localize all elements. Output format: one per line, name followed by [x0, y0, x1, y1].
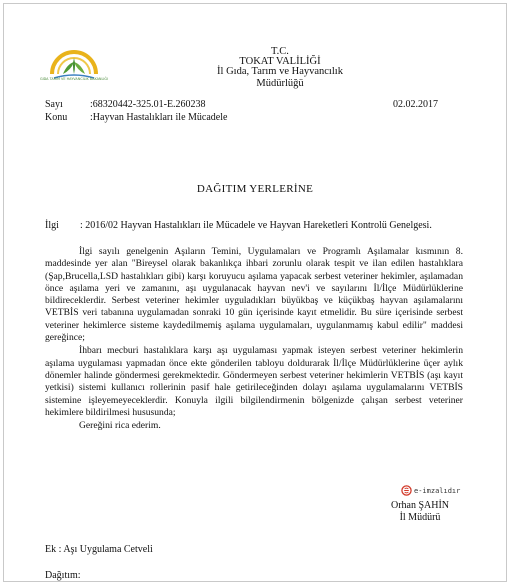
header-governorship: TOKAT VALİLİĞİ	[239, 56, 321, 67]
konu-value: :Hayvan Hastalıkları ile Mücadele	[90, 112, 228, 123]
letter-body	[45, 246, 463, 432]
sayi-value: :68320442-325.01-E.260238	[90, 99, 206, 110]
sayi-label: Sayı	[45, 99, 63, 110]
header-directorate: İl Gıda, Tarım ve Hayvancılık Müdürlüğü	[217, 66, 343, 89]
header-tc: T.C.	[271, 46, 289, 57]
distribution-label: Dağıtım:	[45, 570, 81, 581]
closing-line: Gereğini rica ederim.	[79, 420, 161, 432]
konu-label: Konu	[45, 112, 68, 123]
attachment-line: Ek : Aşı Uygulama Cetveli	[45, 544, 153, 555]
logo-caption: GIDA TARIM VE HAYVANCILIK BAKANLIĞI	[40, 77, 108, 81]
ilgi-value: : 2016/02 Hayvan Hastalıkları ile Mücadele ve Hayvan Hareketleri Kontrolü Genelgesi.	[80, 220, 432, 231]
ministry-logo-icon	[44, 40, 104, 94]
ilgi-label: İlgi	[45, 220, 59, 231]
e-signature-label: e-imzalıdır	[414, 486, 461, 495]
signatory-title: İl Müdürü	[399, 512, 441, 523]
body-paragraph-2: İhbarı mecburi hastalıklara karşı aşı uygulaması yapmak isteyen serbest veteriner hekimlerin aşılama uygulaması yapmadan önce ekte gönderilen tabloyu doldurarak İl/İlçe Müdürlüklerine üçer aylık dönemler halinde göndermesi gerekmektedir. Göndermeyen serbest veteriner hekimlerin VETBİS (aşı kayıt yetkisi) sistemi kullanıcı rollerinin pasif hale getirileceğinden dolayı aşılama uygulamalarını VETBİS sistemine işleyemeyeceklerdir. Konuyla ilgili bilgilendirmenin bölgenizde çalışan serbest veteriner hekimlere bildirilmesi hususunda;	[45, 345, 463, 418]
signatory-name: Orhan ŞAHİN	[390, 500, 450, 511]
document-title: DAĞITIM YERLERİNE	[196, 183, 314, 195]
e-signature-stamp	[401, 485, 460, 496]
body-paragraph-1: İlgi sayılı genelgenin Aşıların Temini, Uygulamaları ve Programlı Aşılamalar kısmının 8. maddesinde yer alan "Bireysel olarak bakanlıkça ihbari zorunlu olarak tespit ve ilan edilen hastalıklara (Şap,Brucella,LSD hastalıkları gibi) karşı koruyucu aşılama yapacak serbest veteriner hekimler, aşılamadan önce aşılama yeri ve zamanını, aşı uygulanacak hayvan nev'i ve sayılarını İl/İlçe Müdürlüklerine bildireceklerdir. Serbest veteriner hekimler uyguladıkları büyükbaş ve küçükbaş hayvan aşılamalarını VETBİS veri tabanına uygulamadan sonraki 10 gün içerisinde kayıt etmelidir. Bu süre içerisinde serbest veteriner hekimlerce sisteme kaydedilmemiş aşılama uygulamaları, uygulanmamış kabul edilir" maddesi gereğince;	[45, 246, 463, 344]
document-date: 02.02.2017	[393, 99, 438, 110]
e-signature-icon	[401, 485, 412, 496]
